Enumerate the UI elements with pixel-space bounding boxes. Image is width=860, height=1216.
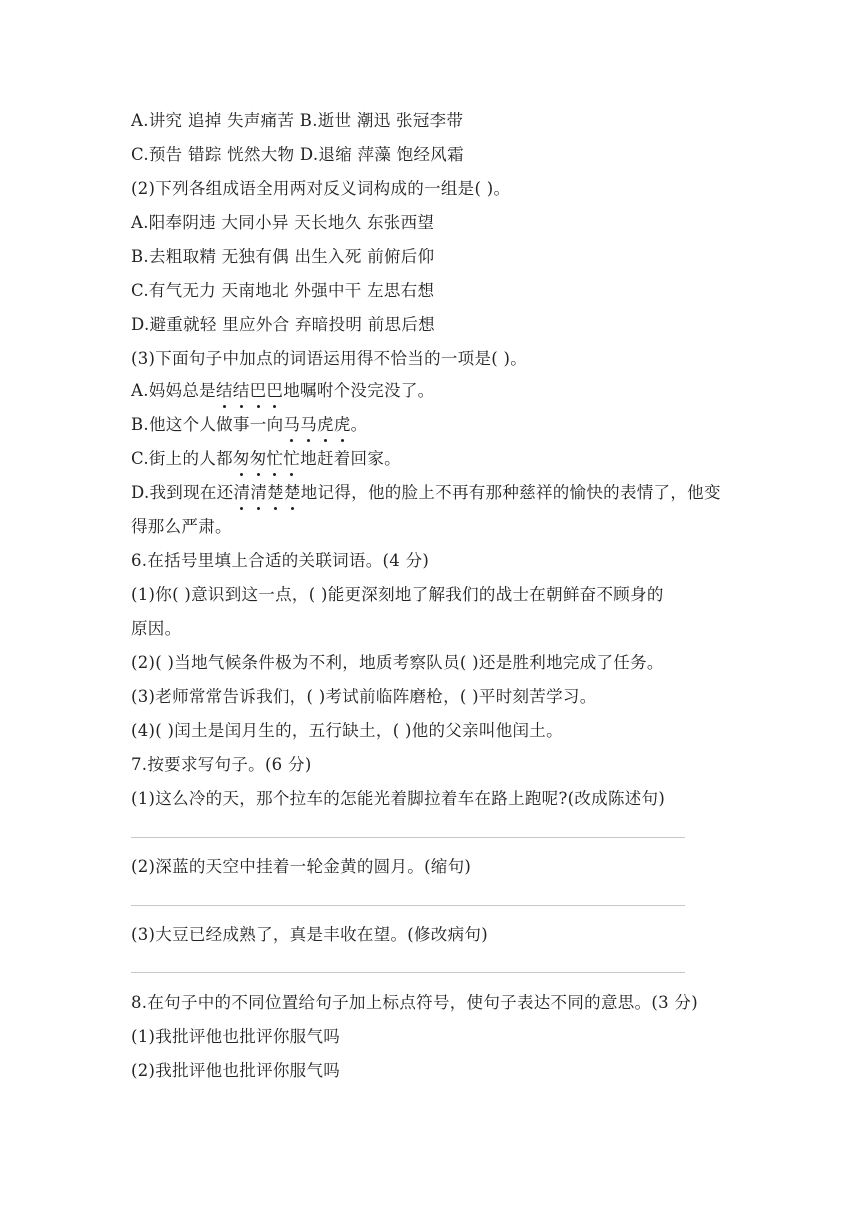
- dotted-word: [283, 415, 350, 434]
- dotted-word: [216, 381, 283, 400]
- q5-3-option-d: [131, 482, 721, 504]
- option-text: 地嘱咐个没完没了。: [283, 381, 435, 400]
- q5-2-option-a: A.阳奉阴违 大同小异 天长地久 东张西望: [131, 213, 435, 232]
- q5-1-options-c-d: C.预告 错踪 恍然大物 D.退缩 萍藻 饱经风霜: [131, 145, 464, 164]
- dotted-char: 马: [300, 415, 317, 434]
- option-text: A.妈妈总是: [131, 381, 216, 400]
- q6-sentence-3: (3)老师常常告诉我们，( )考试前临阵磨枪，( )平时刻苦学习。: [131, 687, 597, 706]
- q5-2-option-b: B.去粗取精 无独有偶 出生入死 前俯后仰: [131, 247, 435, 266]
- dotted-char: 忙: [283, 449, 301, 468]
- q7-sentence-2: (2)深蓝的天空中挂着一轮金黄的圆月。(缩句): [131, 857, 472, 876]
- q6-sentence-4: (4)( )闰土是闰月生的，五行缺土，( )他的父亲叫他闰土。: [131, 721, 563, 740]
- q6-title: 6.在括号里填上合适的关联词语。(4 分): [131, 551, 430, 570]
- q5-3-option-d-cont: 得那么严肃。: [131, 517, 232, 536]
- q8-title: 8.在句子中的不同位置给句子加上标点符号，使句子表达不同的意思。(3 分): [131, 993, 698, 1012]
- q5-3-option-c: [131, 448, 401, 470]
- dotted-char: 楚: [267, 483, 284, 502]
- option-text: C.街上的人都: [131, 449, 233, 468]
- option-text: 地记得，他的脸上不再有那种慈祥的愉快的表情了，他变: [300, 483, 721, 502]
- q7-title: 7.按要求写句子。(6 分): [131, 755, 312, 774]
- q8-sentence-2: (2)我批评他也批评你服气吗: [131, 1061, 341, 1080]
- q5-2-stem: (2)下列各组成语全用两对反义词构成的一组是( )。: [131, 179, 511, 198]
- dotted-word: [234, 483, 301, 502]
- q5-2-option-c: C.有气无力 天南地北 外强中干 左思右想: [131, 281, 435, 300]
- option-text: 地赶着回家。: [300, 449, 401, 468]
- answer-line-2[interactable]: [131, 905, 685, 906]
- answer-line-1[interactable]: [131, 837, 685, 838]
- option-text: 。: [350, 415, 368, 434]
- q5-1-options-a-b: A.讲究 追掉 失声痛苦 B.逝世 潮迅 张冠李带: [131, 111, 464, 130]
- answer-line-3[interactable]: [131, 972, 685, 973]
- dotted-char: 马: [283, 415, 301, 434]
- option-text: D.我到现在还: [131, 483, 234, 502]
- q5-2-option-d: D.避重就轻 里应外合 弃暗投明 前思后想: [131, 315, 435, 334]
- q6-sentence-1: (1)你( )意识到这一点，( )能更深刻地了解我们的战士在朝鲜奋不顾身的: [131, 585, 664, 604]
- q6-sentence-2: (2)( )当地气候条件极为不利，地质考察队员( )还是胜利地完成了任务。: [131, 653, 664, 672]
- dotted-word: [233, 449, 300, 468]
- dotted-char: 巴: [266, 381, 284, 400]
- option-text: B.他这个人做事一向: [131, 415, 284, 434]
- q7-sentence-3: (3)大豆已经成熟了，真是丰收在望。(修改病句): [131, 925, 488, 944]
- q8-sentence-1: (1)我批评他也批评你服气吗: [131, 1027, 341, 1046]
- dotted-char: 忙: [266, 449, 284, 468]
- q7-sentence-1: (1)这么冷的天，那个拉车的怎能光着脚拉着车在路上跑呢?(改成陈述句): [131, 789, 666, 808]
- dotted-char: 匆: [249, 449, 267, 468]
- dotted-char: 结: [232, 381, 250, 400]
- dotted-char: 清: [250, 483, 268, 502]
- q6-sentence-1-cont: 原因。: [131, 619, 182, 638]
- q5-3-option-a: [131, 380, 434, 402]
- dotted-char: 虎: [333, 415, 351, 434]
- dotted-char: 结: [215, 381, 233, 400]
- dotted-char: 匆: [232, 449, 250, 468]
- dotted-char: 巴: [249, 381, 267, 400]
- dotted-char: 楚: [283, 483, 301, 502]
- dotted-char: 清: [233, 483, 251, 502]
- q5-3-option-b: [131, 414, 367, 436]
- q5-3-stem: (3)下面句子中加点的词语运用得不恰当的一项是( )。: [131, 349, 528, 368]
- dotted-char: 虎: [317, 415, 334, 434]
